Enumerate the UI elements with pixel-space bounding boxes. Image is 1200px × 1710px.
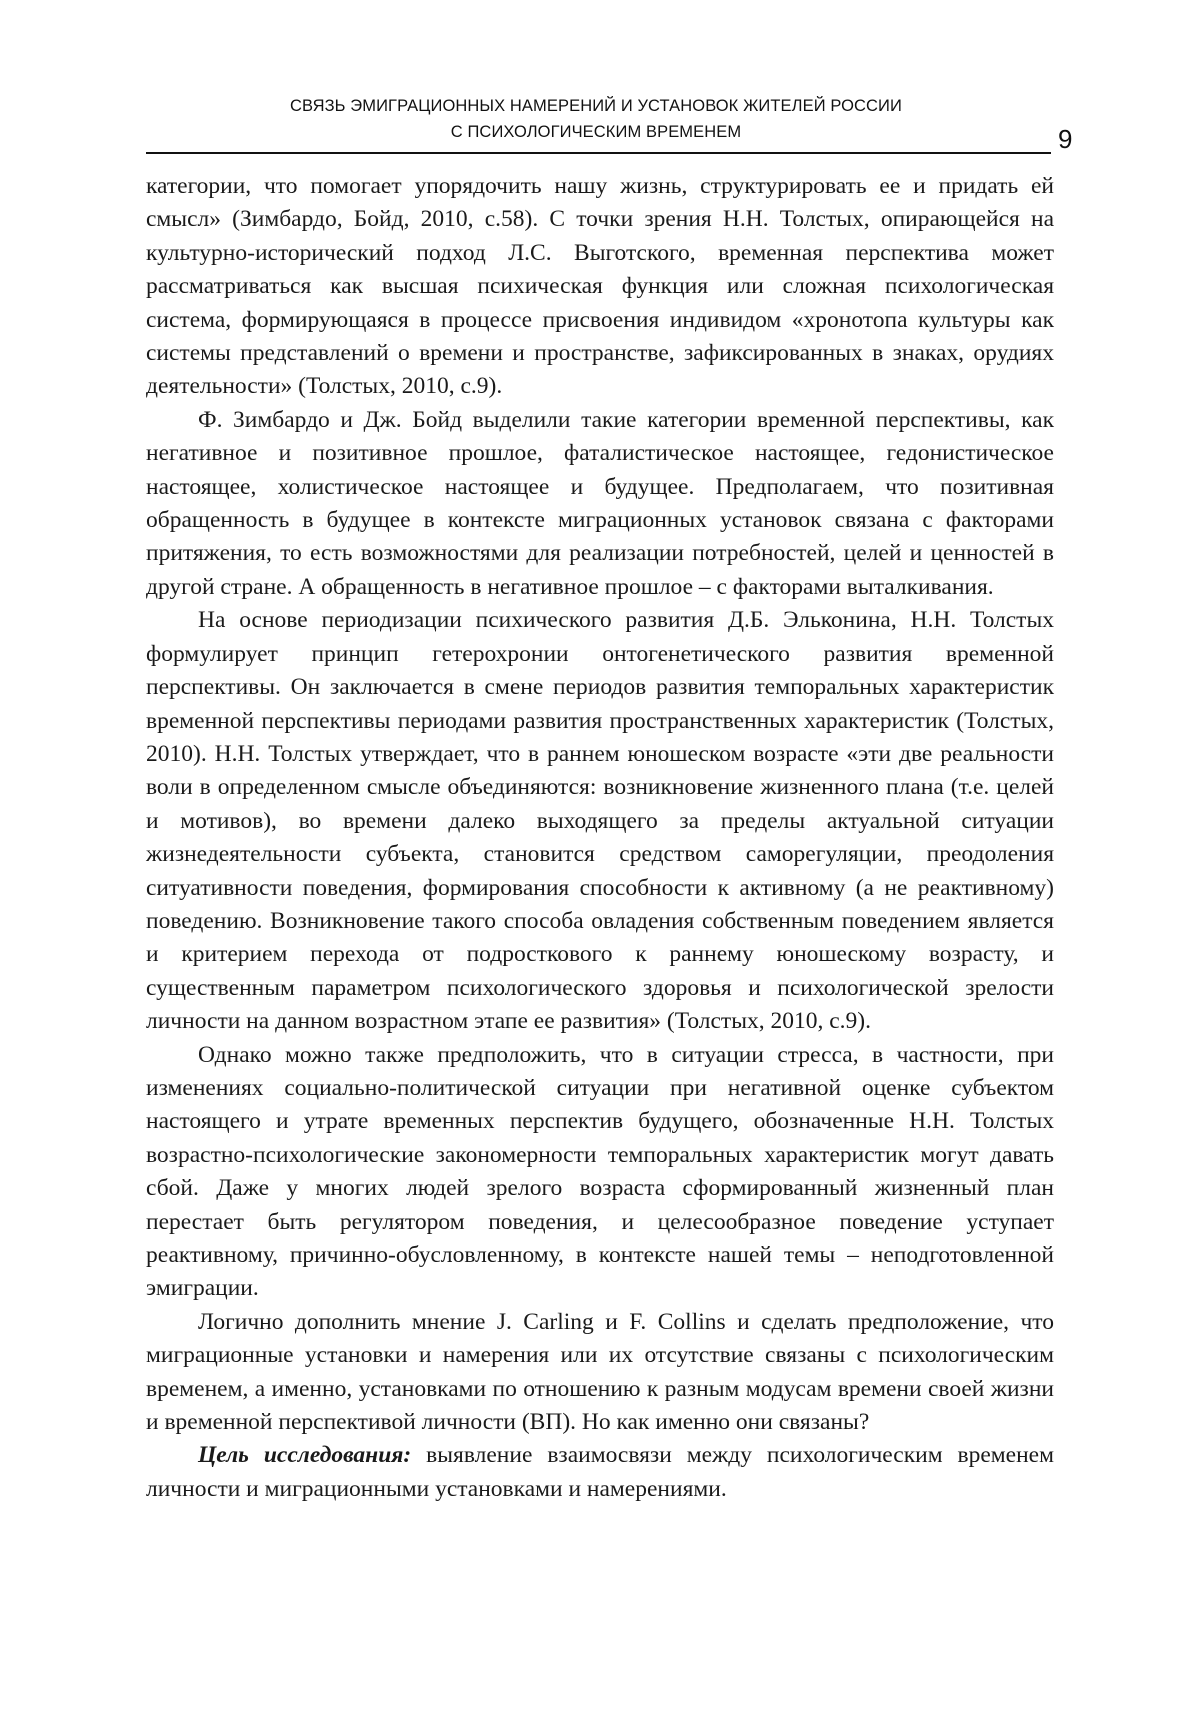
running-head-line-1: СВЯЗЬ ЭМИГРАЦИОННЫХ НАМЕРЕНИЙ И УСТАНОВОК ЖИТЕЛЕЙ РОССИИ bbox=[290, 97, 902, 115]
paragraph-1: категории, что помогает упорядочить нашу жизнь, структурировать ее и придать ей смысл» (Зимбардо, Бойд, 2010, с.58). С точки зрения Н.Н. Толстых, опирающейся на культурно-исторический подход Л.С. Выготского, временная перспектива может рассматриваться как высшая психическая функция или сложная психологическая система, формирующаяся в процессе присвоения индивидом «хронотопа культуры как системы представлений о времени и пространстве, зафиксированных в знаках, орудиях деятельности» (Толстых, 2010, с.9). bbox=[146, 173, 1054, 400]
paragraph-4: Однако можно также предположить, что в ситуации стресса, в частности, при изменениях социально-политической ситуации при негативной оценке субъектом настоящего и утрате временных перспектив будущего, обозначенные Н.Н. Толстых возрастно-психологические закономерности темпоральных характеристик могут давать сбой. Даже у многих людей зрелого возраста сформированный жизненный план перестает быть регулятором поведения, и целесообразное поведение уступает реактивному, причинно-обусловленному, в контексте нашей темы – неподготовленной эмиграции. bbox=[146, 1041, 1054, 1302]
paragraph-2: Ф. Зимбардо и Дж. Бойд выделили такие категории временной перспективы, как негативное и позитивное прошлое, фаталистическое настоящее, гедонистическое настоящее, холистическое настоящее и будущее. Предполагаем, что позитивная обращенность в будущее в контексте миграционных установок связана с факторами притяжения, то есть возможностями для реализации потребностей, целей и ценностей в другой стране. А обращенность в негативное прошлое – с факторами выталкивания. bbox=[146, 406, 1054, 600]
research-goal-label: Цель исследования: bbox=[198, 1442, 412, 1469]
research-goal-text: выявление взаимосвязи между психологическим временем личности и миграционными установками и намерениями. bbox=[146, 1442, 1054, 1502]
paragraph-3: На основе периодизации психического развития Д.Б. Эльконина, Н.Н. Толстых формулирует принцип гетерохронии онтогенетического развития временной перспективы. Он заключается в смене периодов развития темпоральных характеристик временной перспективы периодами развития пространственных характеристик (Толстых, 2010). Н.Н. Толстых утверждает, что в раннем юношеском возрасте «эти две реальности воли в определенном смысле объединяются: возникновение жизненного плана (т.е. целей и мотивов), во времени далеко выходящего за пределы актуальной ситуации жизнедеятельности субъекта, становится средством саморегуляции, преодоления ситуативности поведения, формирования способности к активному (а не реактивному) поведению. Возникновение такого способа овладения собственным поведением является и критерием перехода от подросткового к раннему юношескому возрасту, и существенным параметром психологического здоровья и психологической зрелости личности на данном возрастном этапе ее развития» (Толстых, 2010, с.9). bbox=[146, 607, 1054, 1035]
body-text bbox=[146, 170, 1054, 1506]
header-rule bbox=[146, 152, 1051, 154]
running-head bbox=[146, 93, 1046, 145]
paragraph-5: Логично дополнить мнение J. Carling и F. Collins и сделать предположение, что миграционные установки и намерения или их отсутствие связаны с психологическим временем, а именно, установками по отношению к разным модусам времени своей жизни и временной перспективой личности (ВП). Но как именно они связаны? bbox=[146, 1308, 1054, 1436]
paragraph-6 bbox=[146, 1439, 1054, 1506]
page-number: 9 bbox=[1058, 124, 1073, 154]
running-head-line-2: С ПСИХОЛОГИЧЕСКИМ ВРЕМЕНЕМ bbox=[450, 123, 742, 141]
